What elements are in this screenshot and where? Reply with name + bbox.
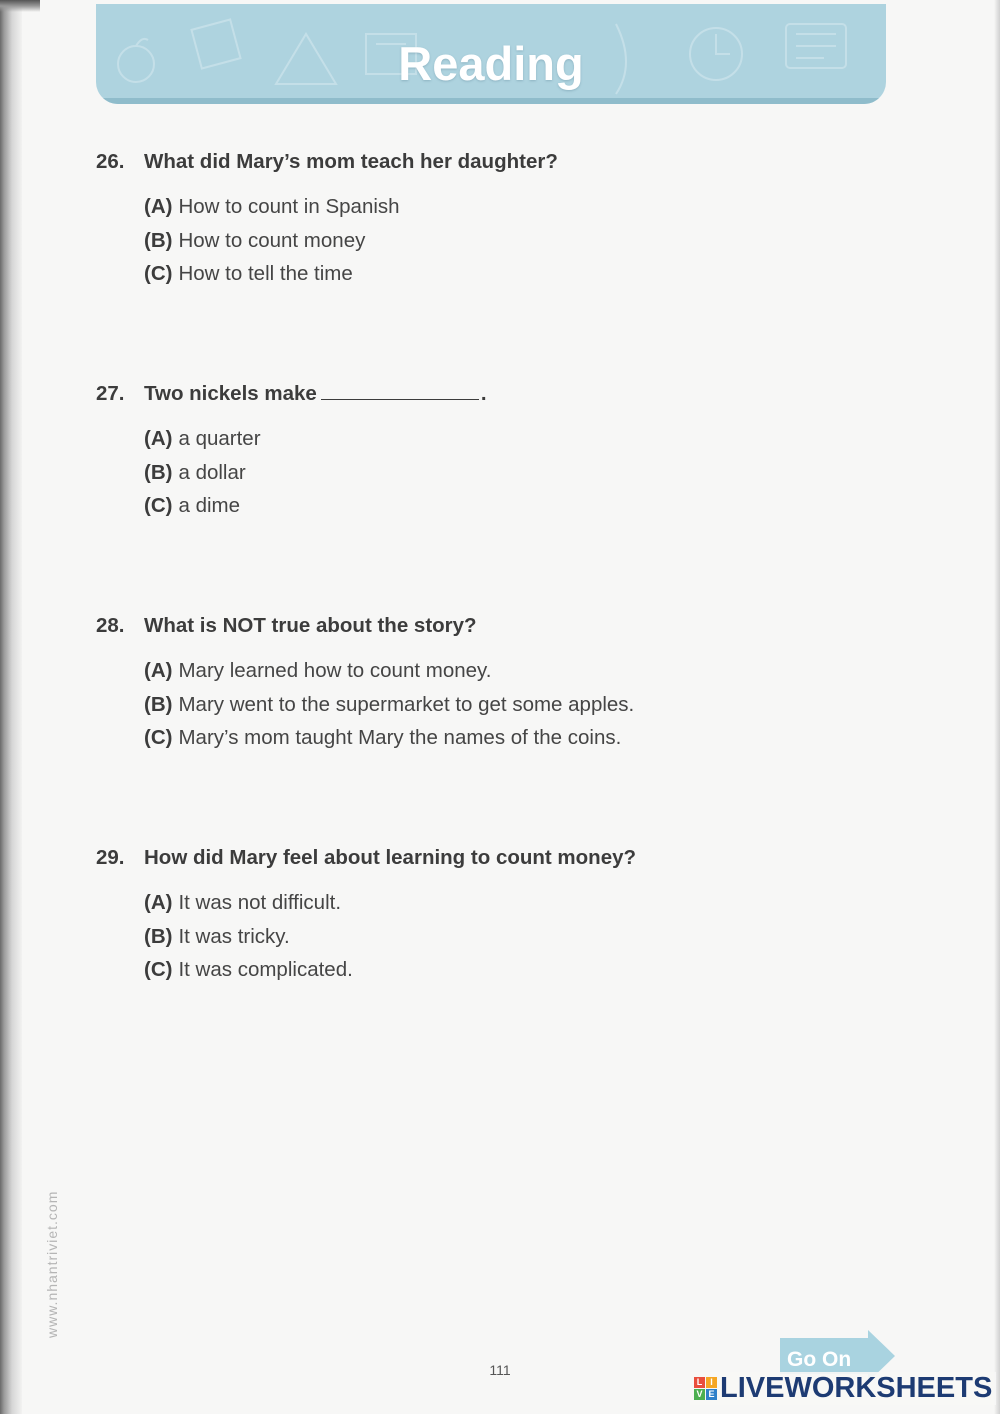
option-text: Mary went to the supermarket to get some apples. [178, 692, 635, 716]
header-banner [96, 4, 886, 104]
question-27 [96, 382, 487, 523]
answer-options [144, 422, 487, 523]
option-text: Mary’s mom taught Mary the names of the coins. [178, 726, 622, 750]
option-letter: (C) [144, 958, 173, 982]
question-26 [96, 150, 558, 291]
option-letter: (A) [144, 659, 173, 682]
option-text: How to count money [178, 228, 366, 252]
question-number: 27. [96, 382, 125, 405]
logo-letter-v: V [694, 1389, 705, 1400]
option-a[interactable] [144, 654, 634, 688]
fill-in-blank[interactable] [321, 383, 479, 400]
answer-options [144, 886, 636, 987]
option-a[interactable] [144, 422, 487, 456]
logo-letter-l: L [694, 1377, 705, 1388]
option-letter: (C) [144, 494, 173, 518]
option-letter: (A) [144, 427, 173, 450]
answer-options [144, 190, 558, 291]
question-text-end: . [480, 382, 487, 405]
option-text: Mary learned how to count money. [178, 659, 492, 682]
option-text: It was tricky. [178, 924, 290, 948]
answer-options [144, 654, 634, 755]
option-b[interactable] [144, 920, 636, 954]
question-stem [96, 846, 636, 870]
question-text: Two nickels make [144, 382, 317, 405]
option-b[interactable] [144, 456, 487, 490]
liveworksheets-logo-icon [694, 1377, 717, 1400]
option-b[interactable] [144, 224, 558, 258]
question-stem [96, 150, 558, 174]
publisher-watermark: www.nhantriviet.com [44, 1190, 60, 1338]
question-number: 28. [96, 614, 125, 637]
banner-bottom-edge [96, 98, 886, 104]
option-letter: (A) [144, 195, 173, 218]
option-b[interactable] [144, 688, 634, 722]
option-text: a dime [178, 494, 240, 518]
option-letter: (C) [144, 726, 173, 750]
page-binding-shadow [0, 0, 22, 1414]
option-c[interactable] [144, 953, 636, 987]
question-29 [96, 846, 636, 987]
option-letter: (B) [144, 924, 173, 948]
option-letter: (B) [144, 460, 173, 484]
option-c[interactable] [144, 257, 558, 291]
logo-letter-i: I [706, 1377, 717, 1388]
option-letter: (A) [144, 891, 173, 914]
question-stem [96, 614, 634, 638]
question-number: 29. [96, 846, 125, 869]
question-number: 26. [96, 150, 125, 173]
option-text: a quarter [178, 427, 261, 450]
option-text: How to tell the time [178, 262, 353, 286]
page-corner-shadow [0, 0, 40, 12]
option-text: How to count in Spanish [178, 195, 400, 218]
option-text: It was not difficult. [178, 891, 342, 914]
logo-letter-e: E [706, 1389, 717, 1400]
page-number: 111 [489, 1362, 511, 1378]
page-title: Reading [398, 37, 584, 90]
option-letter: (B) [144, 692, 173, 716]
question-text: How did Mary feel about learning to count money? [144, 846, 637, 869]
option-a[interactable] [144, 190, 558, 224]
option-text: It was complicated. [178, 958, 353, 982]
go-on-label: Go On [787, 1348, 852, 1371]
brand-text: LIVEWORKSHEETS [720, 1372, 993, 1404]
option-c[interactable] [144, 721, 634, 755]
liveworksheets-brand [690, 1372, 996, 1405]
question-stem [96, 382, 487, 406]
option-c[interactable] [144, 489, 487, 523]
question-text: What did Mary’s mom teach her daughter? [144, 150, 558, 173]
option-letter: (B) [144, 228, 173, 252]
page-right-edge [994, 0, 1000, 1414]
option-text: a dollar [178, 460, 246, 484]
question-28 [96, 614, 634, 755]
question-text: What is NOT true about the story? [144, 614, 477, 637]
option-letter: (C) [144, 262, 173, 286]
option-a[interactable] [144, 886, 636, 920]
